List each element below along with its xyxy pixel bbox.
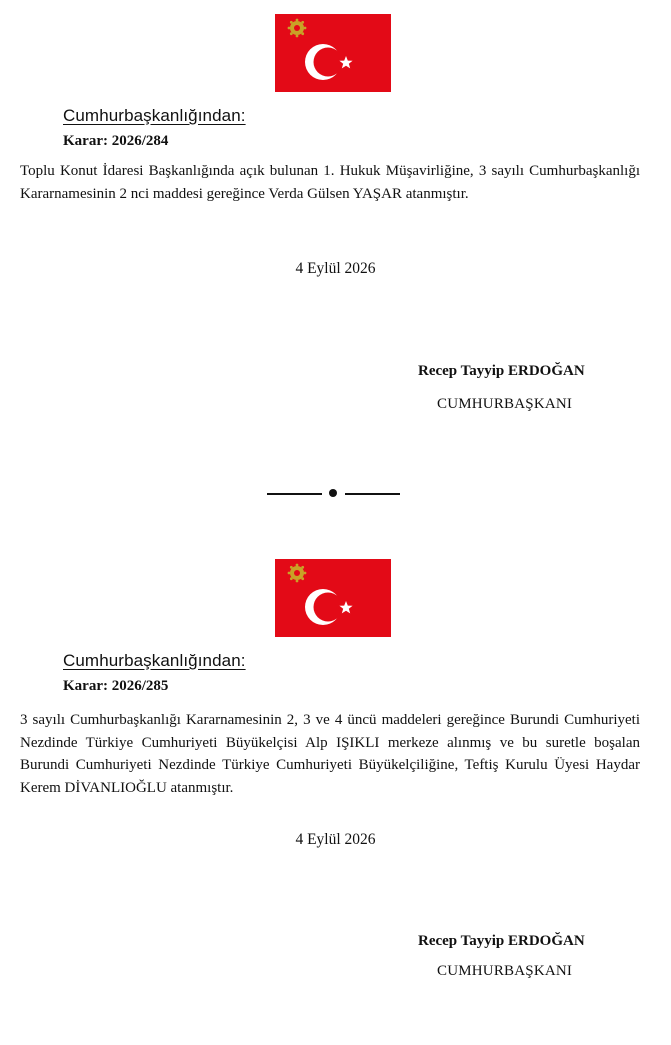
decree-date: 4 Eylül 2026 xyxy=(295,260,376,277)
separator-line-right xyxy=(345,493,400,495)
turkish-flag-icon xyxy=(275,559,391,637)
decision-number: Karar: 2026/284 xyxy=(63,133,169,149)
turkish-flag-icon xyxy=(275,14,391,92)
decree-2 xyxy=(0,545,671,1045)
decree-body: 3 sayılı Cumhurbaşkanlığı Kararnamesinin 2, 3 ve 4 üncü maddeleri gereğince Burundi Cumhuriyeti Nezdinde Türkiye Cumhuriyeti Büyükelçisi Alp IŞIKLI merkeze alınmış ve bu suretle boşalan Burundi Cumhuriyeti Nezdinde Türkiye Cumhuriyeti Büyükelçiliğine, Teftiş Kurulu Üyesi Haydar Kerem DİVANLIOĞLU atanmıştır. xyxy=(20,712,640,796)
decree-date: 4 Eylül 2026 xyxy=(295,831,376,848)
decree-1 xyxy=(0,0,671,500)
separator-dot-icon xyxy=(267,487,400,499)
signer-title: CUMHURBAŞKANI xyxy=(437,396,573,412)
issuer-title: Cumhurbaşkanlığından: xyxy=(63,106,246,125)
issuer-title: Cumhurbaşkanlığından: xyxy=(63,651,246,670)
signer-name: Recep Tayyip ERDOĞAN xyxy=(418,363,585,379)
separator-line-left xyxy=(267,493,322,495)
separator-dot xyxy=(329,489,337,497)
signer-title: CUMHURBAŞKANI xyxy=(437,963,573,979)
signer-name: Recep Tayyip ERDOĞAN xyxy=(418,933,585,949)
decision-number: Karar: 2026/285 xyxy=(63,678,169,694)
decree-body: Toplu Konut İdaresi Başkanlığında açık bulunan 1. Hukuk Müşavirliğine, 3 sayılı Cumhurbaşkanlığı Kararnamesinin 2 nci maddesi gereğince Verda Gülsen YAŞAR atanmıştır. xyxy=(20,163,640,202)
